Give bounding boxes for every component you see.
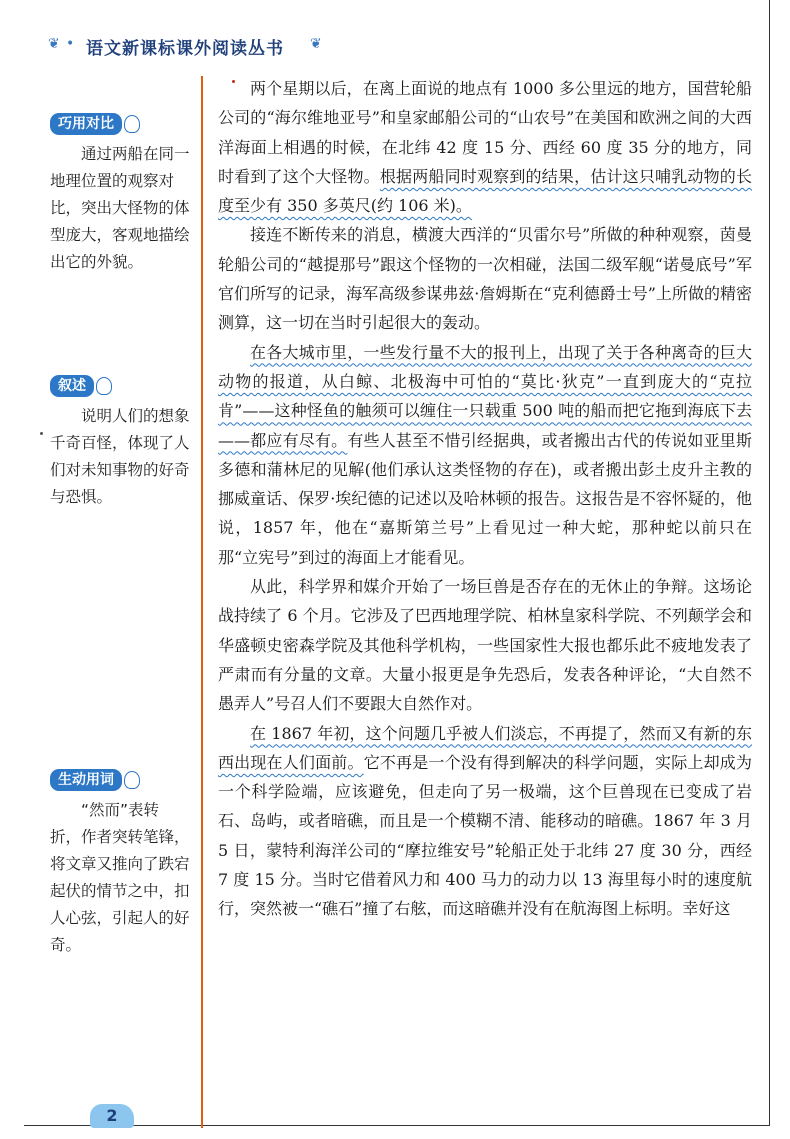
lightbulb-icon <box>124 771 140 789</box>
paragraph <box>218 338 752 572</box>
note-tag: 叙述 <box>50 375 94 397</box>
note-text: “然而”表转折，作者突转笔锋，将文章又推向了跌宕起伏的情节之中，扣人心弦，引起人的好奇。 <box>50 801 190 954</box>
ornament-left-icon: ❦ <box>48 36 60 52</box>
paragraph <box>218 74 752 220</box>
dot-mark <box>40 432 43 435</box>
paragraph: 接连不断传来的消息，横渡大西洋的“贝雷尔号”所做的种种观察，茵曼轮船公司的“越提那号”跟这个怪物的一次相碰，法国二级军舰“诺曼底号”军官们所写的记录，海军高级参谋弗兹·詹姆斯在“克利德爵士号”上所做的精密测算，这一切在当时引起很大的轰动。 <box>218 225 752 333</box>
lightbulb-icon <box>124 115 140 133</box>
highlighted-text: 根据两船同时观察到的结果，估计这只哺乳动物的长度至少有 350 多英尺(约 106 米)。 <box>218 166 752 216</box>
highlighted-text: 在各大城市里，一些发行量不大的报刊上，出现了关于各种离奇的巨大动物的报道，从白鲸、北极海中可怕的“莫比·狄克”一直到庞大的“克拉肯”——这种怪鱼的触须可以缠住一只载重 500 吨的船而把它拖到海底下去——都应有尽有。 <box>218 342 752 450</box>
sidebar-note <box>50 766 190 959</box>
ornament-dot-icon: • <box>66 36 75 52</box>
sidebar-note <box>50 372 190 511</box>
paragraph: 从此，科学界和媒介开始了一场巨兽是否存在的无休止的争辩。这场论战持续了 6 个月。它涉及了巴西地理学院、柏林皇家科学院、不列颠学会和华盛顿史密森学院及其他科学机构，一些国家性大报也都乐此不疲地发表了严肃而有分量的文章。大量小报更是争先恐后，发表各种评论，“大自然不愚弄人”号召人们不要跟大自然作对。 <box>218 577 752 714</box>
note-text: 说明人们的想象千奇百怪，体现了人们对未知事物的好奇与恐惧。 <box>50 407 190 506</box>
paragraph <box>218 719 752 924</box>
body-text <box>218 74 752 924</box>
sidebar-note <box>50 110 190 276</box>
series-header <box>48 26 348 66</box>
page-number: 2 <box>90 1104 134 1128</box>
note-tag: 巧用对比 <box>50 113 122 135</box>
column-divider <box>201 76 203 1128</box>
paragraph-text: 它不再是一个没有得到解决的科学问题，实际上却成为一个科学险端，应该避免，但走向了另一极端，这个巨兽现在已变成了岩石、岛屿，或者暗礁，而且是一个模糊不清、能移动的暗礁。1867 年 3 月 5 日，蒙特利海洋公司的“摩拉维安号”轮船正处于北纬 27 度 30 分，西经 7 度 15 分。当时它借着风力和 400 马力的动力以 13 海里每小时的速度航行，突然被一“礁石”撞了右舷，而这暗礁并没有在航海图上标明。幸好这 <box>218 752 752 919</box>
series-title: 语文新课标课外阅读丛书 <box>86 39 284 59</box>
paragraph-text: 两个星期以后，在离上面说的地点有 1000 多公里远的地方，国营轮船公司的“海尔维地亚号”和皇家邮船公司的“山农号”在美国和欧洲之间的大西洋海面上相遇的时候，在北纬 42 度 15 分、西经 60 度 35 分的地方，同时看到了这个大怪物。 <box>218 79 752 186</box>
ornament-right-icon: ❦ <box>310 36 322 52</box>
note-tag: 生动用词 <box>50 769 122 791</box>
lightbulb-icon <box>96 377 112 395</box>
paragraph-text: 有些人甚至不惜引经据典，或者搬出古代的传说如亚里斯多德和蒲林尼的见解(他们承认这类怪物的存在)，或者搬出彭土皮升主教的挪威童话、保罗·埃纪德的记述以及哈林顿的报告。这报告是不容怀疑的，他说，1857 年，他在“嘉斯第兰号”上看见过一种大蛇，那种蛇以前只在那“立宪号”到过的海面上才能看见。 <box>218 430 752 567</box>
note-text: 通过两船在同一地理位置的观察对比，突出大怪物的体型庞大，客观地描绘出它的外貌。 <box>50 145 190 271</box>
highlighted-text: 在 1867 年初，这个问题几乎被人们淡忘，不再提了，然而又有新的东西出现在人们面前。 <box>218 723 752 772</box>
